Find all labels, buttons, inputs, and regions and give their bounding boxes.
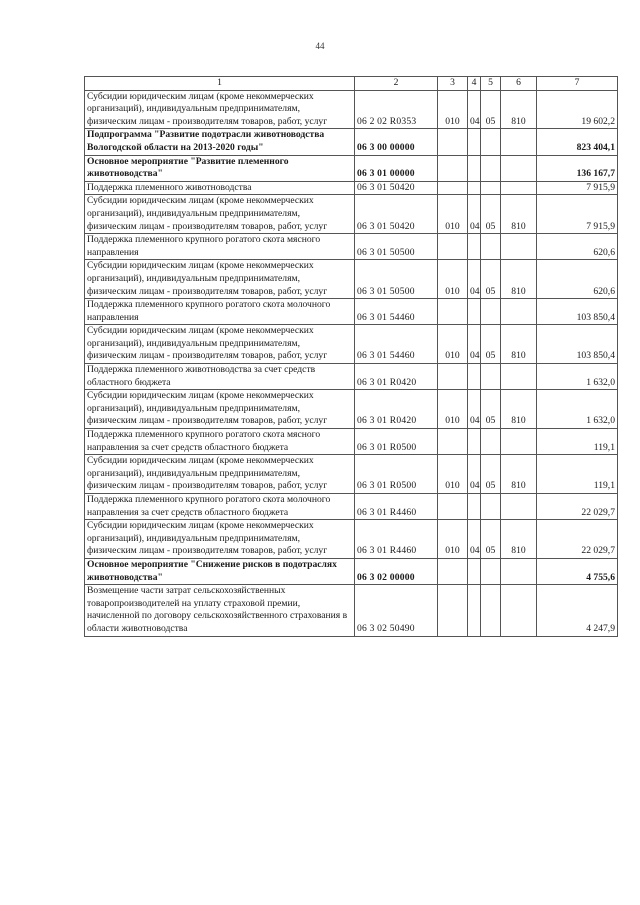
row-code-cell: 06 3 00 00000	[355, 129, 438, 155]
row-code-cell: 06 3 01 50420	[355, 195, 438, 234]
table-row	[85, 520, 618, 559]
row-subsection2-cell	[481, 155, 501, 181]
row-name-cell: Основное мероприятие "Снижение рисков в подотраслях животноводства"	[85, 558, 355, 584]
row-expense-type-cell: 810	[501, 260, 537, 299]
table-row	[85, 429, 618, 455]
row-name-cell: Основное мероприятие "Развитие племенного животноводства"	[85, 155, 355, 181]
row-subsection-cell: 04	[468, 325, 481, 364]
row-subsection-cell	[468, 299, 481, 325]
header-cell: 5	[481, 77, 501, 91]
row-code-cell: 06 3 01 R4460	[355, 520, 438, 559]
table-row	[85, 299, 618, 325]
table-row	[85, 181, 618, 195]
row-code-cell: 06 3 02 00000	[355, 558, 438, 584]
row-subsection-cell	[468, 494, 481, 520]
row-expense-type-cell: 810	[501, 90, 537, 129]
row-code-cell: 06 3 01 54460	[355, 299, 438, 325]
row-section-cell	[438, 155, 468, 181]
row-section-cell: 010	[438, 455, 468, 494]
row-code-cell: 06 3 01 00000	[355, 155, 438, 181]
row-subsection2-cell: 05	[481, 520, 501, 559]
row-section-cell: 010	[438, 260, 468, 299]
row-expense-type-cell: 810	[501, 325, 537, 364]
row-amount-cell: 103 850,4	[537, 299, 618, 325]
row-subsection2-cell	[481, 558, 501, 584]
row-name-cell: Поддержка племенного животноводства за счет средств областного бюджета	[85, 364, 355, 390]
row-name-cell: Субсидии юридическим лицам (кроме некоммерческих организаций), индивидуальным предпринимателям, физическим лицам - производителям товаров, работ, услуг	[85, 325, 355, 364]
budget-table	[84, 76, 618, 637]
header-cell: 2	[355, 77, 438, 91]
row-amount-cell: 1 632,0	[537, 364, 618, 390]
row-amount-cell: 4 755,6	[537, 558, 618, 584]
row-subsection2-cell	[481, 129, 501, 155]
row-code-cell: 06 3 01 50500	[355, 260, 438, 299]
row-name-cell: Поддержка племенного крупного рогатого скота мясного направления за счет средств областного бюджета	[85, 429, 355, 455]
row-subsection-cell: 04	[468, 455, 481, 494]
row-subsection-cell	[468, 155, 481, 181]
row-section-cell	[438, 299, 468, 325]
row-expense-type-cell	[501, 129, 537, 155]
row-subsection-cell: 04	[468, 195, 481, 234]
row-subsection-cell: 04	[468, 90, 481, 129]
row-expense-type-cell	[501, 585, 537, 636]
table-row	[85, 494, 618, 520]
table-row	[85, 325, 618, 364]
row-subsection2-cell	[481, 364, 501, 390]
row-subsection2-cell	[481, 299, 501, 325]
row-subsection-cell	[468, 429, 481, 455]
row-name-cell: Субсидии юридическим лицам (кроме некоммерческих организаций), индивидуальным предпринимателям, физическим лицам - производителям товаров, работ, услуг	[85, 390, 355, 429]
table-row	[85, 260, 618, 299]
row-subsection-cell: 04	[468, 520, 481, 559]
row-name-cell: Поддержка племенного крупного рогатого скота молочного направления за счет средств областного бюджета	[85, 494, 355, 520]
row-code-cell: 06 3 01 R0420	[355, 390, 438, 429]
row-code-cell: 06 3 01 R4460	[355, 494, 438, 520]
row-amount-cell: 19 602,2	[537, 90, 618, 129]
header-cell: 3	[438, 77, 468, 91]
row-expense-type-cell: 810	[501, 390, 537, 429]
row-name-cell: Поддержка племенного крупного рогатого скота молочного направления	[85, 299, 355, 325]
row-code-cell: 06 3 01 50500	[355, 234, 438, 260]
row-name-cell: Субсидии юридическим лицам (кроме некоммерческих организаций), индивидуальным предпринимателям, физическим лицам - производителям товаров, работ, услуг	[85, 195, 355, 234]
row-amount-cell: 4 247,9	[537, 585, 618, 636]
row-name-cell: Субсидии юридическим лицам (кроме некоммерческих организаций), индивидуальным предпринимателям, физическим лицам - производителям товаров, работ, услуг	[85, 455, 355, 494]
row-amount-cell: 7 915,9	[537, 195, 618, 234]
page-number: 44	[315, 41, 325, 51]
row-name-cell: Подпрограмма "Развитие подотрасли животноводства Вологодской области на 2013-2020 годы"	[85, 129, 355, 155]
row-subsection2-cell	[481, 234, 501, 260]
row-section-cell	[438, 364, 468, 390]
row-expense-type-cell	[501, 364, 537, 390]
row-section-cell: 010	[438, 195, 468, 234]
row-subsection2-cell	[481, 181, 501, 195]
row-name-cell: Возмещение части затрат сельскохозяйственных товаропроизводителей на уплату страховой премии, начисленной по договору сельскохозяйственного страхования в области животноводства	[85, 585, 355, 636]
table-header-row	[85, 77, 618, 91]
row-subsection-cell: 04	[468, 260, 481, 299]
row-section-cell	[438, 494, 468, 520]
row-section-cell	[438, 585, 468, 636]
row-name-cell: Поддержка племенного животноводства	[85, 181, 355, 195]
row-section-cell: 010	[438, 390, 468, 429]
row-section-cell	[438, 129, 468, 155]
row-expense-type-cell: 810	[501, 520, 537, 559]
row-name-cell: Субсидии юридическим лицам (кроме некоммерческих организаций), индивидуальным предпринимателям, физическим лицам - производителям товаров, работ, услуг	[85, 520, 355, 559]
row-amount-cell: 119,1	[537, 429, 618, 455]
row-subsection-cell	[468, 129, 481, 155]
row-name-cell: Субсидии юридическим лицам (кроме некоммерческих организаций), индивидуальным предпринимателям, физическим лицам - производителям товаров, работ, услуг	[85, 90, 355, 129]
row-amount-cell: 620,6	[537, 260, 618, 299]
row-section-cell	[438, 429, 468, 455]
table-row	[85, 129, 618, 155]
row-code-cell: 06 3 01 50420	[355, 181, 438, 195]
row-expense-type-cell	[501, 558, 537, 584]
row-expense-type-cell	[501, 234, 537, 260]
row-subsection-cell	[468, 558, 481, 584]
row-expense-type-cell	[501, 155, 537, 181]
row-subsection2-cell: 05	[481, 90, 501, 129]
row-expense-type-cell	[501, 429, 537, 455]
row-expense-type-cell: 810	[501, 455, 537, 494]
table-row	[85, 390, 618, 429]
row-amount-cell: 22 029,7	[537, 494, 618, 520]
row-section-cell	[438, 234, 468, 260]
row-amount-cell: 22 029,7	[537, 520, 618, 559]
row-amount-cell: 620,6	[537, 234, 618, 260]
row-amount-cell: 7 915,9	[537, 181, 618, 195]
table-row	[85, 234, 618, 260]
row-section-cell	[438, 181, 468, 195]
table-row	[85, 455, 618, 494]
table-row	[85, 195, 618, 234]
row-code-cell: 06 3 02 50490	[355, 585, 438, 636]
row-subsection2-cell: 05	[481, 260, 501, 299]
row-subsection-cell	[468, 585, 481, 636]
header-cell: 7	[537, 77, 618, 91]
row-amount-cell: 103 850,4	[537, 325, 618, 364]
row-expense-type-cell: 810	[501, 195, 537, 234]
header-cell: 4	[468, 77, 481, 91]
row-section-cell: 010	[438, 520, 468, 559]
row-subsection2-cell: 05	[481, 455, 501, 494]
row-subsection2-cell: 05	[481, 195, 501, 234]
row-code-cell: 06 3 01 54460	[355, 325, 438, 364]
row-expense-type-cell	[501, 494, 537, 520]
row-subsection2-cell	[481, 585, 501, 636]
row-amount-cell: 119,1	[537, 455, 618, 494]
row-name-cell: Поддержка племенного крупного рогатого скота мясного направления	[85, 234, 355, 260]
row-subsection2-cell	[481, 494, 501, 520]
row-section-cell: 010	[438, 90, 468, 129]
header-cell: 6	[501, 77, 537, 91]
row-code-cell: 06 3 01 R0500	[355, 429, 438, 455]
row-amount-cell: 136 167,7	[537, 155, 618, 181]
row-section-cell	[438, 558, 468, 584]
row-subsection2-cell: 05	[481, 325, 501, 364]
row-expense-type-cell	[501, 181, 537, 195]
table-row	[85, 364, 618, 390]
header-cell: 1	[85, 77, 355, 91]
row-name-cell: Субсидии юридическим лицам (кроме некоммерческих организаций), индивидуальным предпринимателям, физическим лицам - производителям товаров, работ, услуг	[85, 260, 355, 299]
row-code-cell: 06 3 01 R0420	[355, 364, 438, 390]
row-expense-type-cell	[501, 299, 537, 325]
row-subsection-cell	[468, 234, 481, 260]
row-code-cell: 06 2 02 R0353	[355, 90, 438, 129]
row-amount-cell: 1 632,0	[537, 390, 618, 429]
row-subsection2-cell: 05	[481, 390, 501, 429]
row-subsection-cell	[468, 364, 481, 390]
row-subsection-cell	[468, 181, 481, 195]
row-amount-cell: 823 404,1	[537, 129, 618, 155]
table-row	[85, 558, 618, 584]
table-row	[85, 585, 618, 636]
table-row	[85, 90, 618, 129]
row-code-cell: 06 3 01 R0500	[355, 455, 438, 494]
row-subsection2-cell	[481, 429, 501, 455]
table-row	[85, 155, 618, 181]
row-subsection-cell: 04	[468, 390, 481, 429]
row-section-cell: 010	[438, 325, 468, 364]
